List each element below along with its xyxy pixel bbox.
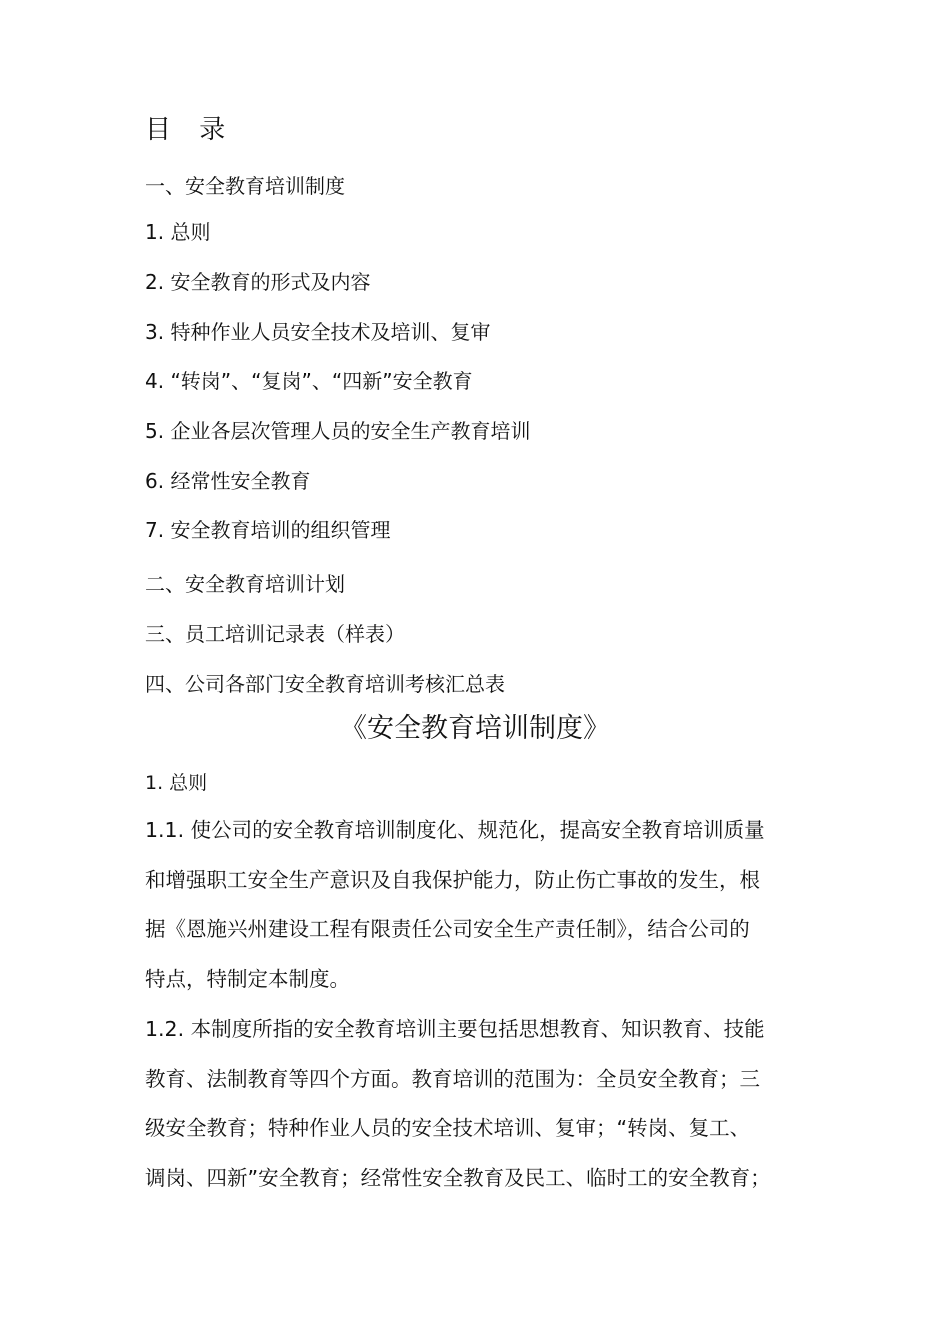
toc-item: 5. 企业各层次管理人员的安全生产教育培训	[145, 419, 531, 443]
paragraph-line: 据《恩施兴州建设工程有限责任公司安全生产责任制》，结合公司的	[145, 917, 750, 941]
toc-item: 4. “转岗”、“复岗”、“四新”安全教育	[145, 369, 473, 393]
toc-item: 3. 特种作业人员安全技术及培训、复审	[145, 320, 491, 344]
paragraph-line: 调岗、四新”安全教育；经常性安全教育及民工、临时工的安全教育；	[145, 1166, 771, 1190]
paragraph-line: 和增强职工安全生产意识及自我保护能力，防止伤亡事故的发生，根	[145, 868, 760, 892]
toc-item: 1. 总则	[145, 220, 211, 244]
paragraph-line: 级安全教育；特种作业人员的安全技术培训、复审；“转岗、复工、	[145, 1116, 751, 1140]
toc-item: 7. 安全教育培训的组织管理	[145, 518, 391, 542]
paragraph-line: 教育、法制教育等四个方面。教育培训的范围为：全员安全教育；三	[145, 1067, 760, 1091]
document-title: 《安全教育培训制度》	[340, 713, 610, 744]
toc-item: 三、员工培训记录表（样表）	[145, 622, 405, 646]
toc-title: 目 录	[145, 115, 236, 145]
section-heading: 1. 总则	[145, 772, 208, 794]
toc-item: 二、安全教育培训计划	[145, 572, 345, 596]
paragraph-line: 1.2. 本制度所指的安全教育培训主要包括思想教育、知识教育、技能	[145, 1017, 765, 1041]
toc-item: 四、公司各部门安全教育培训考核汇总表	[145, 672, 505, 696]
paragraph-line: 1.1. 使公司的安全教育培训制度化、规范化，提高安全教育培训质量	[145, 818, 765, 842]
paragraph-line: 特点，特制定本制度。	[145, 967, 350, 991]
toc-item: 6. 经常性安全教育	[145, 469, 311, 493]
toc-item: 2. 安全教育的形式及内容	[145, 270, 371, 294]
toc-item: 一、安全教育培训制度	[145, 174, 345, 198]
